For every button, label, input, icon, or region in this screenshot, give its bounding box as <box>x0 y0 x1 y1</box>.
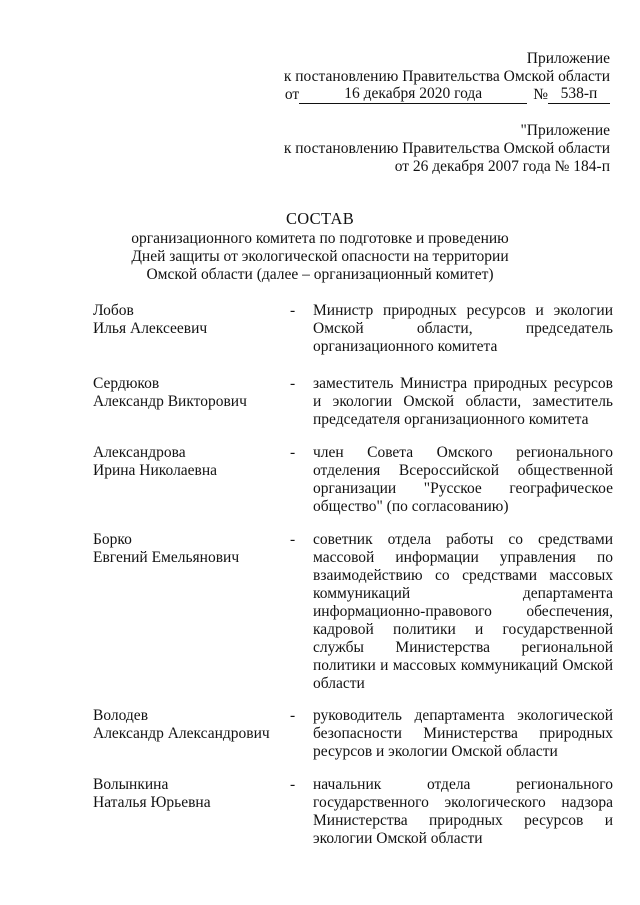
member-name <box>93 776 283 812</box>
resolution-number: 538-п <box>548 86 610 104</box>
title-line-2: Дней защиты от экологической опасности на территории <box>131 248 509 265</box>
member-name <box>93 302 283 338</box>
member-name <box>93 707 283 743</box>
member-surname: Сердюков <box>93 375 160 392</box>
prior-resolution-line: к постановлению Правительства Омской области <box>283 140 610 157</box>
member-given-name: Александр Александрович <box>93 725 270 742</box>
prior-resolution-date: от 26 декабря 2007 года № 184-п <box>394 158 610 175</box>
member-dash: - <box>290 444 296 461</box>
resolution-line: к постановлению Правительства Омской области <box>283 68 610 85</box>
member-dash: - <box>290 776 296 793</box>
member-name <box>93 375 283 411</box>
member-surname: Лобов <box>93 302 134 319</box>
member-name <box>93 531 283 567</box>
member-position: Министр природных ресурсов и экологии Омской области, председатель организационного комитета <box>313 302 613 355</box>
member-dash: - <box>290 302 296 319</box>
member-surname: Александрова <box>93 444 186 461</box>
member-surname: Волынкина <box>93 776 169 793</box>
appendix-header <box>284 50 610 104</box>
prior-appendix-header <box>284 122 610 176</box>
number-label: № <box>533 86 548 103</box>
member-given-name: Наталья Юрьевна <box>93 794 211 811</box>
member-surname: Володев <box>93 707 149 724</box>
member-given-name: Ирина Николаевна <box>93 462 218 479</box>
member-dash: - <box>290 531 296 548</box>
member-position: руководитель департамента экологической безопасности Министерства природных ресурсов и экологии Омской области <box>313 707 613 760</box>
member-name <box>93 444 283 480</box>
member-given-name: Илья Алексеевич <box>93 320 208 337</box>
member-given-name: Евгений Емельянович <box>93 549 240 566</box>
document-title <box>60 210 580 284</box>
member-given-name: Александр Викторович <box>93 393 247 410</box>
member-position: член Совета Омского регионального отделения Всероссийской общественной организации "Русское географическое общество" (по согласованию) <box>313 444 613 515</box>
title-heading: СОСТАВ <box>285 209 355 228</box>
member-position: советник отдела работы со средствами массовой информации управления по взаимодействию со средствами массовых коммуникаций департамента информационно-правового обеспечения, кадровой политики и государственной службы Министерства региональной политики и массовых коммуникаций Омской области <box>313 531 613 692</box>
prior-appendix-label: "Приложение <box>520 122 610 139</box>
title-line-1: организационного комитета по подготовке и проведению <box>131 230 509 247</box>
from-label: от <box>284 86 300 103</box>
member-dash: - <box>290 707 296 724</box>
member-position: заместитель Министра природных ресурсов и экологии Омской области, заместитель председателя организационного комитета <box>313 375 613 428</box>
appendix-label: Приложение <box>526 50 610 67</box>
title-line-3: Омской области (далее – организационный комитет) <box>146 266 494 283</box>
resolution-date: 16 декабря 2020 года <box>299 86 527 104</box>
member-surname: Борко <box>93 531 132 548</box>
member-position: начальник отдела регионального государственного экологического надзора Министерства природных ресурсов и экологии Омской области <box>313 776 613 847</box>
member-dash: - <box>290 375 296 392</box>
resolution-date-number <box>284 86 610 104</box>
